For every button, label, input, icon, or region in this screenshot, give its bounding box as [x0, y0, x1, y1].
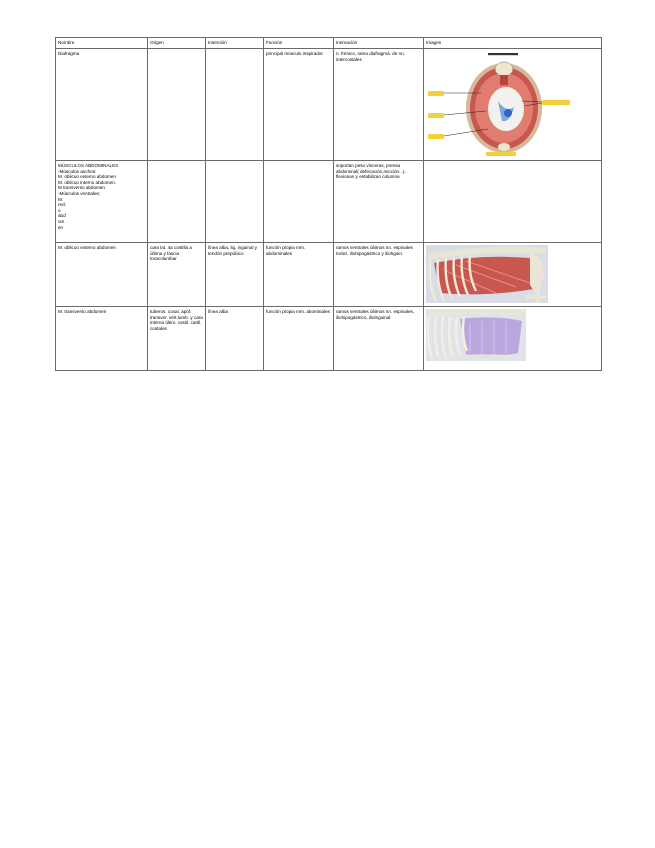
insercion-text: línea alba [208, 309, 228, 314]
header-insercion: Inserción [206, 38, 264, 49]
cell-insercion [206, 161, 264, 243]
header-nombre: Nombre [56, 38, 148, 49]
cell-insercion [206, 49, 264, 161]
inervacion-text: ramos ventrales últimos nn. espinales toráci. iliohipogástrico y iliohguin. [336, 245, 413, 256]
cell-imagen [424, 307, 602, 371]
cell-funcion [264, 161, 334, 243]
table-row [56, 307, 602, 371]
funcion-text: principal músculo inspirador [266, 51, 323, 56]
cell-insercion [206, 243, 264, 307]
header-imagen: Imagen [424, 38, 602, 49]
cell-funcion [264, 49, 334, 161]
inervacion-text: soportan peso vísceras, prensa abdominal( defecación,micción...), flexionan y estabilizan columna [336, 163, 406, 180]
cell-nombre: M. oblicuo externo abdomen [56, 243, 148, 307]
cell-imagen [424, 243, 602, 307]
cell-origen [148, 243, 206, 307]
funcion-text: función propia mm. abdominales [266, 245, 306, 256]
nombre-line: Diafragma [58, 51, 80, 56]
table-header-row [56, 38, 602, 49]
cell-inervacion [334, 307, 424, 371]
inervacion-text: n. frénico, rama diafragmá. de nn. intercostales [336, 51, 405, 62]
header-funcion: Función [264, 38, 334, 49]
cell-inervacion [334, 161, 424, 243]
header-origen: Origen [148, 38, 206, 49]
muscles-table [55, 37, 602, 371]
external-oblique-illustration [426, 245, 548, 303]
cell-nombre [56, 49, 148, 161]
cell-funcion [264, 307, 334, 371]
origen-text: tuberos. coxal, apóf. transver. vért.lumb. y cara interna últim. costil. cartil. costales [150, 309, 203, 331]
insercion-text: línea alba, lig. inguinal y tendón prepúbico [208, 245, 258, 256]
transverse-abdomen-illustration [426, 309, 526, 361]
origen-text: cara lat. 4a costilla a última y fascia toracolumbar [150, 245, 192, 262]
funcion-text: función propia mm. abominales [266, 309, 330, 314]
diaphragm-illustration [426, 51, 598, 157]
inervacion-text: ramos ventrales últimos nn. espinales, iliohipogástrico, iliolnguinal [336, 309, 415, 320]
cell-origen [148, 307, 206, 371]
table-row [56, 243, 602, 307]
cell-inervacion [334, 49, 424, 161]
cell-origen [148, 161, 206, 243]
cell-nombre: MÚSCULOS ABDOMINALES -Músculos anchos: M. oblicuo externo abdomen M. oblicuo interno abdomen. M transverso abdomen -Músculos ventrales: M. recl o abd om en [56, 161, 148, 243]
cell-nombre: M. transverso abdomen [56, 307, 148, 371]
cell-imagen [424, 161, 602, 243]
header-inervacion: Inervación [334, 38, 424, 49]
table-row [56, 49, 602, 161]
cell-funcion [264, 243, 334, 307]
cell-insercion [206, 307, 264, 371]
cell-inervacion [334, 243, 424, 307]
cell-origen [148, 49, 206, 161]
cell-imagen [424, 49, 602, 161]
table-row [56, 161, 602, 243]
